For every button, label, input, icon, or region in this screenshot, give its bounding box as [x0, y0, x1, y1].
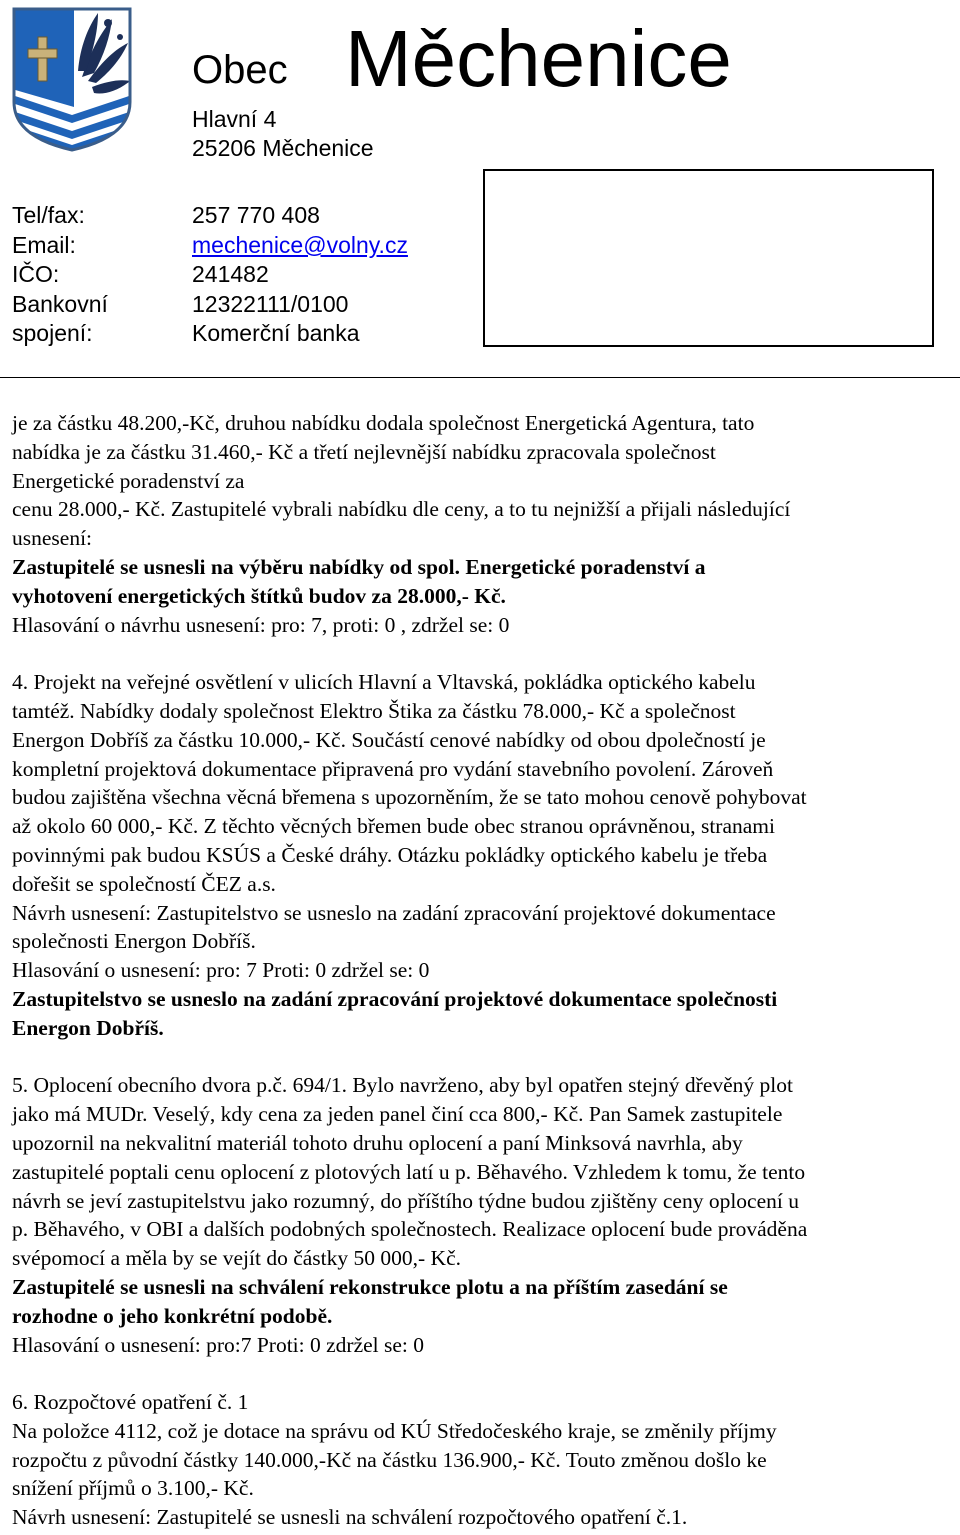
body-text-line: povinnými pak budou KSÚS a České dráhy. Otázku pokládky optického kabelu je třeba	[12, 842, 768, 867]
body-text-line: snížení příjmů o 3.100,- Kč.	[12, 1476, 254, 1501]
blank-line	[12, 639, 952, 668]
bank-connection-label: spojení:	[12, 320, 93, 346]
body-text-line: je za částku 48.200,-Kč, druhou nabídku dodala společnost Energetická Agentura, tato	[12, 411, 755, 435]
resolution-text-line: rozhodne o jeho konkrétní podobě.	[12, 1303, 333, 1328]
body-text-line: Hlasování o usnesení: pro: 7 Proti: 0 zdržel se: 0	[12, 958, 430, 983]
body-text-line: upozornil na nekvalitní materiál tohoto druhu oplocení a paní Minksová navrhla, aby	[12, 1130, 743, 1155]
resolution-text-line: Energon Dobříš.	[12, 1015, 164, 1040]
body-text-line: kompletní projektová dokumentace připravená pro vydání stavebního povolení. Zároveň	[12, 756, 774, 781]
stamp-box	[483, 169, 934, 347]
resolution-text-line: Zastupitelé se usnesli na schválení rekonstrukce plotu a na příštím zasedání se	[12, 1274, 728, 1299]
ico-label: IČO:	[12, 261, 60, 287]
bank-label: Bankovní	[12, 291, 108, 317]
email-link[interactable]: mechenice@volny.cz	[192, 232, 408, 258]
body-text-line: p. Běhavého, v OBI a dalších podobných společnostech. Realizace oplocení bude prováděna	[12, 1217, 808, 1242]
phone-value: 257 770 408	[192, 202, 320, 228]
body-text-line: jako má MUDr. Veselý, kdy cena za jeden panel činí cca 800,- Kč. Pan Samek zastupitele	[12, 1102, 783, 1127]
blank-line	[12, 1043, 952, 1072]
body-text-line: návrh se jeví zastupitelstvu jako rozumný, do příštího týdne budou zjištěny ceny oplocení u	[12, 1188, 799, 1213]
body-text-line: Energetické poradenství za	[12, 468, 245, 493]
header-divider	[0, 377, 960, 378]
body-text-line: svépomocí a měla by se vejít do částky 50 000,- Kč.	[12, 1246, 462, 1271]
body-text-line: dořešit se společností ČEZ a.s.	[12, 871, 276, 896]
body-text-line: zastupitelé poptali cenu oplocení z plotových latí u p. Běhavého. Vzhledem k tomu, že tento	[12, 1159, 806, 1184]
ico-value: 241482	[192, 261, 269, 287]
body-text-line: Hlasování o usnesení: pro:7 Proti: 0 zdržel se: 0	[12, 1332, 425, 1357]
obec-label: Obec	[192, 48, 288, 92]
email-label: Email:	[12, 232, 76, 258]
body-text-line: 4. Projekt na veřejné osvětlení v ulicích Hlavní a Vltavská, pokládka optického kabelu	[12, 670, 756, 695]
body-text-line: tamtéž. Nabídky dodaly společnost Elektro Štika za částku 78.000,- Kč a společnost	[12, 698, 736, 723]
body-text-line: společnosti Energon Dobříš.	[12, 929, 256, 954]
address-city: 25206 Měchenice	[192, 135, 374, 161]
address-block	[192, 105, 374, 163]
body-text-line: cenu 28.000,- Kč. Zastupitelé vybrali nabídku dle ceny, a to tu nejnižší a přijali následující	[12, 497, 791, 522]
municipal-crest-logo	[12, 7, 132, 152]
body-text-line: Návrh usnesení: Zastupitelstvo se usneslo na zadání zpracování projektové dokumentace	[12, 900, 776, 925]
body-text-line: usnesení:	[12, 526, 93, 551]
resolution-text-line: Zastupitelé se usnesli na výběru nabídky od spol. Energetické poradenství a	[12, 554, 706, 579]
body-text-line: Na položce 4112, což je dotace na správu od KÚ Středočeského kraje, se změnily příjmy	[12, 1418, 777, 1443]
body-text-line: 6. Rozpočtové opatření č. 1	[12, 1390, 249, 1415]
body-text-line: až okolo 60 000,- Kč. Z těchto věcných břemen bude obec stranou oprávněnou, stranami	[12, 814, 775, 839]
body-text-line: Energon Dobříš za částku 10.000,- Kč. Součástí cenové nabídky od obou dpolečností je	[12, 727, 766, 752]
body-text-line: rozpočtu z původní částky 140.000,-Kč na částku 136.900,- Kč. Touto změnou došlo ke	[12, 1447, 767, 1472]
blank-line	[12, 1359, 952, 1388]
town-name-title: Měchenice	[345, 14, 732, 103]
body-text-line: Návrh usnesení: Zastupitelé se usnesli na schválení rozpočtového opatření č.1.	[12, 1505, 688, 1530]
bank-account-value: 12322111/0100	[192, 291, 349, 317]
body-text-line: Hlasování o návrhu usnesení: pro: 7, proti: 0 , zdržel se: 0	[12, 612, 510, 637]
phone-label: Tel/fax:	[12, 202, 85, 228]
resolution-text-line: Zastupitelstvo se usneslo na zadání zpracování projektové dokumentace společnosti	[12, 986, 778, 1011]
resolution-text-line: vyhotovení energetických štítků budov za 28.000,- Kč.	[12, 583, 506, 608]
document-body	[12, 409, 952, 1532]
bank-name-value: Komerční banka	[192, 320, 360, 346]
body-text-line: nabídka je za částku 31.460,- Kč a třetí nejlevnější nabídku zpracovala společnost	[12, 439, 716, 464]
body-text-line: 5. Oplocení obecního dvora p.č. 694/1. Bylo navrženo, aby byl opatřen stejný dřevěný plot	[12, 1073, 793, 1098]
body-text-line: budou zajištěna všechna věcná břemena s upozorněním, že se tato mohou cenově pohybovat	[12, 785, 807, 810]
address-street: Hlavní 4	[192, 106, 277, 132]
